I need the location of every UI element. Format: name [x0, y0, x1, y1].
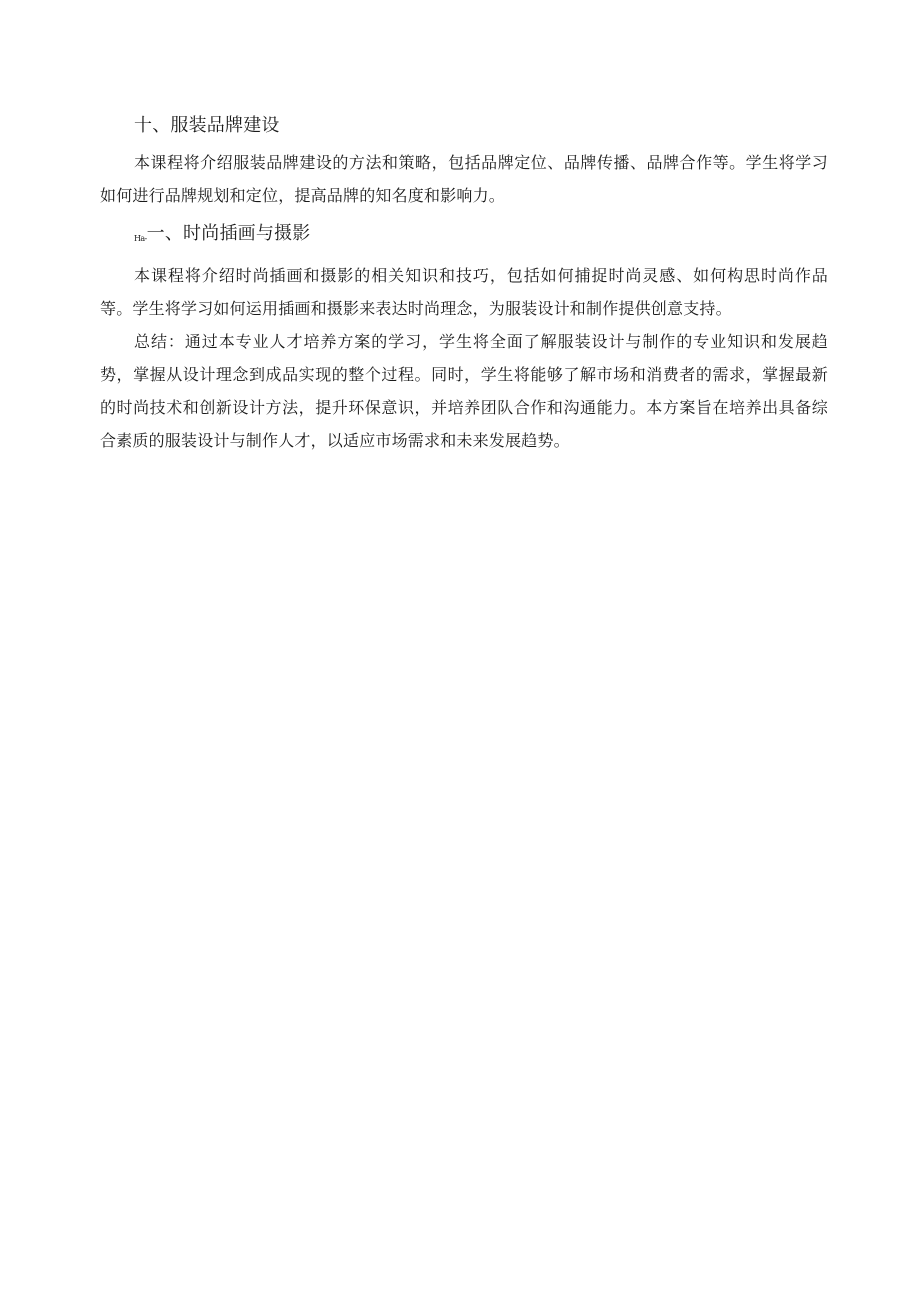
section-heading-brand-building: 十、服装品牌建设 — [134, 115, 280, 136]
document-content — [100, 112, 828, 457]
heading-prefix-mark: Ha- — [134, 234, 147, 243]
heading-text: 一、时尚插画与摄影 — [146, 223, 311, 244]
section-body-brand-building: 本课程将介绍服装品牌建设的方法和策略，包括品牌定位、品牌传播、品牌合作等。学生将学习如何进行品牌规划和定位，提高品牌的知名度和影响力。 — [100, 153, 828, 205]
section-body-illustration-photography: 本课程将介绍时尚插画和摄影的相关知识和技巧，包括如何捕捉时尚灵感、如何构思时尚作品等。学生将学习如何运用插画和摄影来表达时尚理念，为服装设计和制作提供创意支持。 — [100, 266, 828, 318]
summary-paragraph: 总结：通过本专业人才培养方案的学习，学生将全面了解服装设计与制作的专业知识和发展趋势，掌握从设计理念到成品实现的整个过程。同时，学生将能够了解市场和消费者的需求，掌握最新的时尚技术和创新设计方法，提升环保意识，并培养团队合作和沟通能力。本方案旨在培养出具备综合素质的服装设计与制作人才，以适应市场需求和未来发展趋势。 — [100, 332, 828, 450]
section-heading-illustration-photography — [100, 220, 828, 253]
spacer — [100, 212, 828, 220]
